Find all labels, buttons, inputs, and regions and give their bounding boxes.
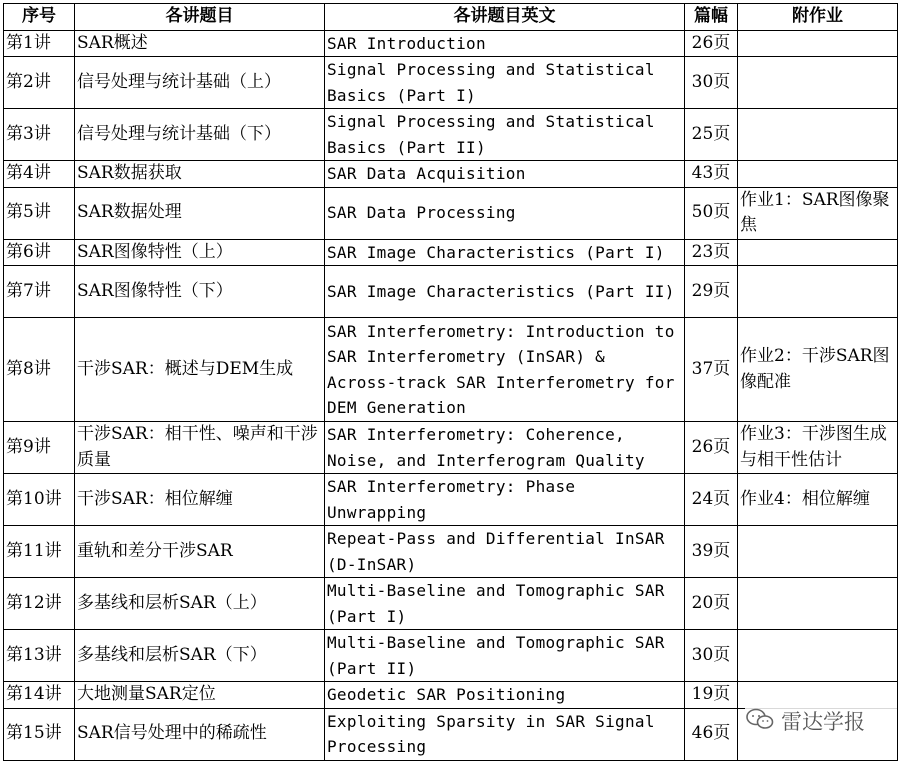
table-row xyxy=(4,161,898,188)
row-pages: 30页 xyxy=(685,57,738,109)
header-pages: 篇幅 xyxy=(685,4,738,31)
row-title-cn: 信号处理与统计基础（下） xyxy=(75,109,325,161)
row-no: 第6讲 xyxy=(4,239,75,266)
row-homework: 作业3：干涉图生成与相干性估计 xyxy=(738,422,898,474)
table-row xyxy=(4,474,898,526)
row-title-en: SAR Interferometry: Introduction to SAR Interferometry (InSAR) & Across-track SAR Interferometry for DEM Generation xyxy=(325,318,685,422)
watermark xyxy=(745,706,897,736)
row-title-en: SAR Introduction xyxy=(325,30,685,57)
row-homework xyxy=(738,57,898,109)
header-no: 序号 xyxy=(4,4,75,31)
row-homework: 作业4：相位解缠 xyxy=(738,474,898,526)
row-title-en: Signal Processing and Statistical Basics (Part I) xyxy=(325,57,685,109)
row-title-cn: 大地测量SAR定位 xyxy=(75,682,325,709)
row-no: 第9讲 xyxy=(4,422,75,474)
table-row xyxy=(4,57,898,109)
table-row xyxy=(4,239,898,266)
row-homework xyxy=(738,239,898,266)
row-no: 第13讲 xyxy=(4,630,75,682)
header-homework: 附作业 xyxy=(738,4,898,31)
table-row xyxy=(4,266,898,318)
row-no: 第4讲 xyxy=(4,161,75,188)
row-homework xyxy=(738,578,898,630)
row-pages: 29页 xyxy=(685,266,738,318)
row-title-cn: SAR数据获取 xyxy=(75,161,325,188)
row-pages: 26页 xyxy=(685,422,738,474)
row-title-cn: 干涉SAR：概述与DEM生成 xyxy=(75,318,325,422)
row-homework xyxy=(738,526,898,578)
row-homework xyxy=(738,266,898,318)
row-homework xyxy=(738,630,898,682)
row-title-en: Exploiting Sparsity in SAR Signal Processing xyxy=(325,708,685,760)
row-pages: 37页 xyxy=(685,318,738,422)
row-homework xyxy=(738,109,898,161)
row-homework: 作业1：SAR图像聚焦 xyxy=(738,187,898,239)
row-pages: 50页 xyxy=(685,187,738,239)
row-no: 第8讲 xyxy=(4,318,75,422)
row-no: 第7讲 xyxy=(4,266,75,318)
row-pages: 20页 xyxy=(685,578,738,630)
row-homework xyxy=(738,30,898,57)
watermark-text: 雷达学报 xyxy=(781,710,865,734)
row-title-en: Repeat-Pass and Differential InSAR (D-InSAR) xyxy=(325,526,685,578)
table-row xyxy=(4,318,898,422)
row-title-cn: 多基线和层析SAR（下） xyxy=(75,630,325,682)
row-no: 第14讲 xyxy=(4,682,75,709)
row-pages: 26页 xyxy=(685,30,738,57)
table-row xyxy=(4,30,898,57)
header-title-en: 各讲题目英文 xyxy=(325,4,685,31)
row-no: 第10讲 xyxy=(4,474,75,526)
row-no: 第11讲 xyxy=(4,526,75,578)
row-title-cn: 重轨和差分干涉SAR xyxy=(75,526,325,578)
row-title-en: SAR Image Characteristics (Part II) xyxy=(325,266,685,318)
row-title-cn: SAR信号处理中的稀疏性 xyxy=(75,708,325,760)
row-title-cn: SAR概述 xyxy=(75,30,325,57)
row-title-cn: SAR图像特性（上） xyxy=(75,239,325,266)
row-no: 第15讲 xyxy=(4,708,75,760)
row-title-cn: 干涉SAR：相位解缠 xyxy=(75,474,325,526)
lecture-table xyxy=(3,3,898,761)
row-homework: 作业2：干涉SAR图像配准 xyxy=(738,318,898,422)
table-row xyxy=(4,526,898,578)
row-title-cn: 信号处理与统计基础（上） xyxy=(75,57,325,109)
row-pages: 30页 xyxy=(685,630,738,682)
row-homework xyxy=(738,161,898,188)
row-title-cn: SAR图像特性（下） xyxy=(75,266,325,318)
row-title-en: Multi-Baseline and Tomographic SAR (Part II) xyxy=(325,630,685,682)
header-title-cn: 各讲题目 xyxy=(75,4,325,31)
table-row xyxy=(4,422,898,474)
row-title-cn: 干涉SAR：相干性、噪声和干涉质量 xyxy=(75,422,325,474)
header-row xyxy=(4,4,898,31)
row-title-en: SAR Data Acquisition xyxy=(325,161,685,188)
row-no: 第2讲 xyxy=(4,57,75,109)
row-pages: 23页 xyxy=(685,239,738,266)
row-pages: 46页 xyxy=(685,708,738,760)
row-pages: 39页 xyxy=(685,526,738,578)
row-pages: 25页 xyxy=(685,109,738,161)
row-no: 第3讲 xyxy=(4,109,75,161)
row-homework xyxy=(738,682,898,709)
row-no: 第1讲 xyxy=(4,30,75,57)
row-title-en: Multi-Baseline and Tomographic SAR (Part I) xyxy=(325,578,685,630)
row-title-en: SAR Interferometry: Coherence, Noise, and Interferogram Quality xyxy=(325,422,685,474)
table-row xyxy=(4,630,898,682)
row-pages: 19页 xyxy=(685,682,738,709)
row-title-en: Signal Processing and Statistical Basics (Part II) xyxy=(325,109,685,161)
row-title-en: Geodetic SAR Positioning xyxy=(325,682,685,709)
row-title-en: SAR Image Characteristics (Part I) xyxy=(325,239,685,266)
row-title-cn: 多基线和层析SAR（上） xyxy=(75,578,325,630)
row-pages: 43页 xyxy=(685,161,738,188)
table-row xyxy=(4,682,898,709)
table-row xyxy=(4,187,898,239)
row-title-cn: SAR数据处理 xyxy=(75,187,325,239)
wechat-icon xyxy=(745,707,775,736)
row-no: 第5讲 xyxy=(4,187,75,239)
row-title-en: SAR Interferometry: Phase Unwrapping xyxy=(325,474,685,526)
row-no: 第12讲 xyxy=(4,578,75,630)
table-row xyxy=(4,109,898,161)
row-title-en: SAR Data Processing xyxy=(325,187,685,239)
table-row xyxy=(4,578,898,630)
row-pages: 24页 xyxy=(685,474,738,526)
